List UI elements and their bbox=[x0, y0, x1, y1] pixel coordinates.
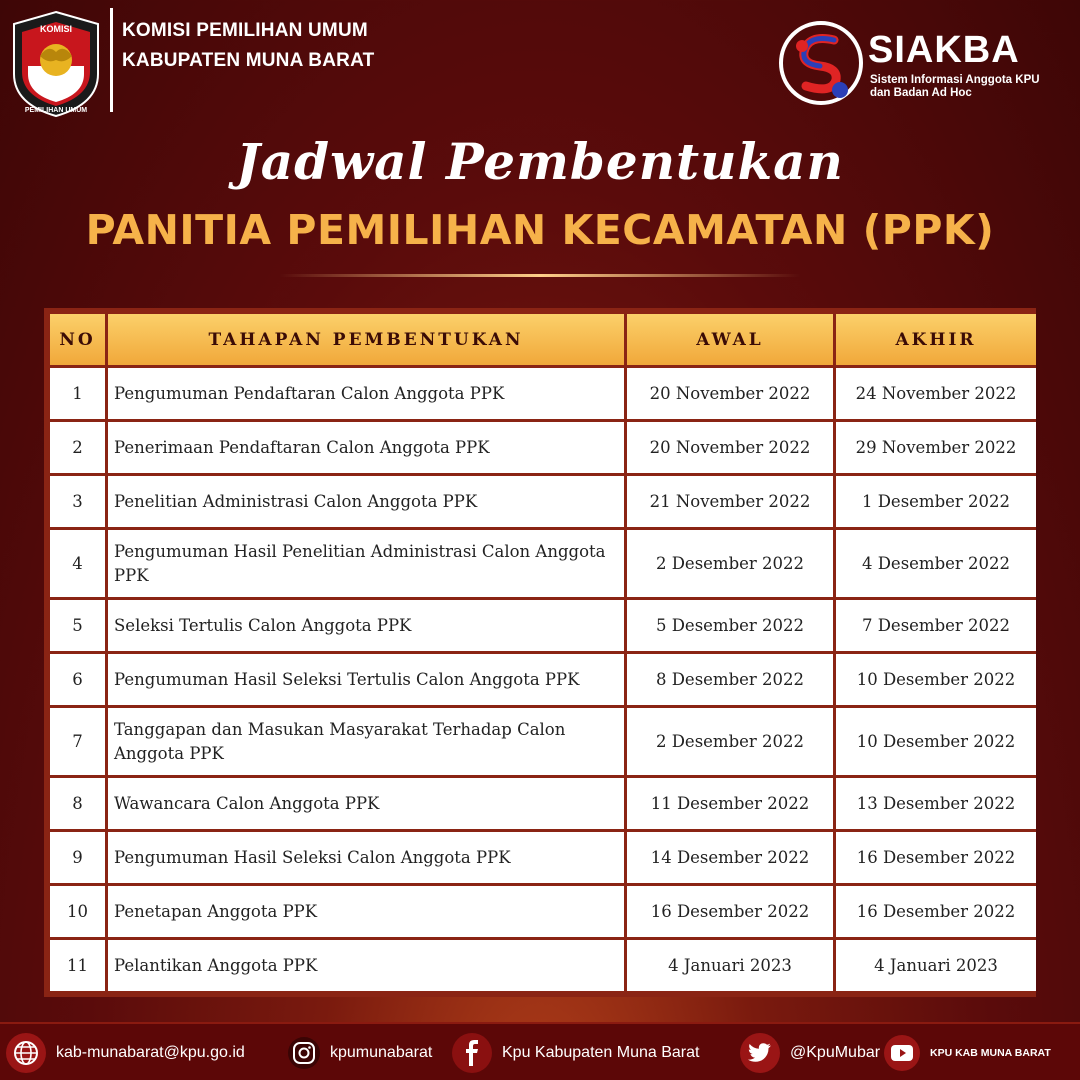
siakba-name: SIAKBA bbox=[868, 29, 1020, 71]
row-no: 10 bbox=[50, 886, 105, 937]
row-end: 10 Desember 2022 bbox=[836, 654, 1036, 705]
table-header-row bbox=[50, 314, 1036, 365]
script-title: Jadwal Pembentukan bbox=[236, 132, 844, 191]
row-start: 2 Desember 2022 bbox=[627, 530, 833, 597]
row-end: 13 Desember 2022 bbox=[836, 778, 1036, 829]
row-no: 5 bbox=[50, 600, 105, 651]
row-start: 20 November 2022 bbox=[627, 368, 833, 419]
twitter-icon bbox=[740, 1033, 780, 1073]
siakba-sub-line-1: Sistem Informasi Anggota KPU bbox=[870, 74, 1040, 86]
row-end: 7 Desember 2022 bbox=[836, 600, 1036, 651]
row-end: 4 Januari 2023 bbox=[836, 940, 1036, 991]
youtube-icon bbox=[884, 1035, 920, 1071]
row-no: 4 bbox=[50, 530, 105, 597]
header-no: NO bbox=[50, 314, 105, 365]
org-line-2: KABUPATEN MUNA BARAT bbox=[122, 50, 375, 71]
header-stage: TAHAPAN PEMBENTUKAN bbox=[108, 314, 624, 365]
footer bbox=[0, 1022, 1080, 1080]
footer-email[interactable] bbox=[6, 1024, 245, 1080]
row-end: 29 November 2022 bbox=[836, 422, 1036, 473]
header-end: AKHIR bbox=[836, 314, 1036, 365]
header-divider bbox=[110, 8, 113, 112]
row-stage: Penerimaan Pendaftaran Calon Anggota PPK bbox=[108, 422, 624, 473]
row-start: 20 November 2022 bbox=[627, 422, 833, 473]
footer-youtube-text: KPU KAB MUNA BARAT bbox=[930, 1047, 1051, 1059]
footer-youtube[interactable] bbox=[884, 1024, 1051, 1080]
row-stage: Penelitian Administrasi Calon Anggota PPK bbox=[108, 476, 624, 527]
facebook-icon bbox=[452, 1033, 492, 1073]
header-start: AWAL bbox=[627, 314, 833, 365]
row-start: 2 Desember 2022 bbox=[627, 708, 833, 775]
row-start: 8 Desember 2022 bbox=[627, 654, 833, 705]
siakba-subtitle bbox=[870, 74, 1060, 100]
footer-facebook[interactable] bbox=[452, 1024, 699, 1080]
row-stage: Tanggapan dan Masukan Masyarakat Terhadap Calon Anggota PPK bbox=[108, 708, 624, 775]
row-stage: Pengumuman Hasil Seleksi Calon Anggota PPK bbox=[108, 832, 624, 883]
row-no: 8 bbox=[50, 778, 105, 829]
footer-twitter-text: @KpuMubar bbox=[790, 1044, 881, 1061]
row-stage: Pengumuman Hasil Penelitian Administrasi Calon Anggota PPK bbox=[108, 530, 624, 597]
row-stage: Wawancara Calon Anggota PPK bbox=[108, 778, 624, 829]
row-end: 10 Desember 2022 bbox=[836, 708, 1036, 775]
footer-twitter[interactable] bbox=[740, 1024, 880, 1080]
row-no: 6 bbox=[50, 654, 105, 705]
row-no: 11 bbox=[50, 940, 105, 991]
table-row bbox=[50, 530, 1036, 597]
table-row bbox=[50, 654, 1036, 705]
footer-facebook-text: Kpu Kabupaten Muna Barat bbox=[502, 1044, 700, 1061]
logo-bottom-text: PEMILIHAN UMUM bbox=[24, 107, 88, 114]
table-row bbox=[50, 476, 1036, 527]
row-stage: Pengumuman Pendaftaran Calon Anggota PPK bbox=[108, 368, 624, 419]
siakba-emblem-icon bbox=[778, 20, 864, 106]
table-row bbox=[50, 778, 1036, 829]
row-stage: Penetapan Anggota PPK bbox=[108, 886, 624, 937]
row-start: 5 Desember 2022 bbox=[627, 600, 833, 651]
row-stage: Pengumuman Hasil Seleksi Tertulis Calon Anggota PPK bbox=[108, 654, 624, 705]
org-line-1: KOMISI PEMILIHAN UMUM bbox=[122, 20, 368, 41]
footer-instagram[interactable] bbox=[288, 1024, 432, 1080]
row-end: 16 Desember 2022 bbox=[836, 832, 1036, 883]
footer-email-text: kab-munabarat@kpu.go.id bbox=[56, 1044, 245, 1061]
logo-top-text: KOMISI bbox=[39, 24, 73, 34]
row-start: 14 Desember 2022 bbox=[627, 832, 833, 883]
siakba-sub-line-2: dan Badan Ad Hoc bbox=[870, 87, 972, 99]
row-no: 7 bbox=[50, 708, 105, 775]
table-row bbox=[50, 832, 1036, 883]
siakba-logo bbox=[778, 20, 1058, 110]
row-no: 9 bbox=[50, 832, 105, 883]
row-start: 16 Desember 2022 bbox=[627, 886, 833, 937]
row-start: 4 Januari 2023 bbox=[627, 940, 833, 991]
schedule-table bbox=[44, 308, 1036, 997]
main-title: PANITIA PEMILIHAN KECAMATAN (PPK) bbox=[85, 206, 995, 254]
row-no: 2 bbox=[50, 422, 105, 473]
row-stage: Seleksi Tertulis Calon Anggota PPK bbox=[108, 600, 624, 651]
table-row bbox=[50, 886, 1036, 937]
table-row bbox=[50, 600, 1036, 651]
row-end: 1 Desember 2022 bbox=[836, 476, 1036, 527]
row-end: 16 Desember 2022 bbox=[836, 886, 1036, 937]
table-row bbox=[50, 940, 1036, 991]
footer-instagram-text: kpumunabarat bbox=[330, 1044, 433, 1061]
row-stage: Pelantikan Anggota PPK bbox=[108, 940, 624, 991]
table-row bbox=[50, 422, 1036, 473]
instagram-icon bbox=[288, 1037, 320, 1069]
globe-icon bbox=[6, 1033, 46, 1073]
row-end: 24 November 2022 bbox=[836, 368, 1036, 419]
org-title bbox=[122, 16, 374, 76]
row-no: 1 bbox=[50, 368, 105, 419]
schedule-table-grid bbox=[47, 311, 1039, 994]
table-row bbox=[50, 708, 1036, 775]
row-end: 4 Desember 2022 bbox=[836, 530, 1036, 597]
table-row bbox=[50, 368, 1036, 419]
row-start: 11 Desember 2022 bbox=[627, 778, 833, 829]
row-no: 3 bbox=[50, 476, 105, 527]
title-underline bbox=[280, 274, 800, 277]
row-start: 21 November 2022 bbox=[627, 476, 833, 527]
kpu-logo-icon bbox=[8, 8, 104, 120]
